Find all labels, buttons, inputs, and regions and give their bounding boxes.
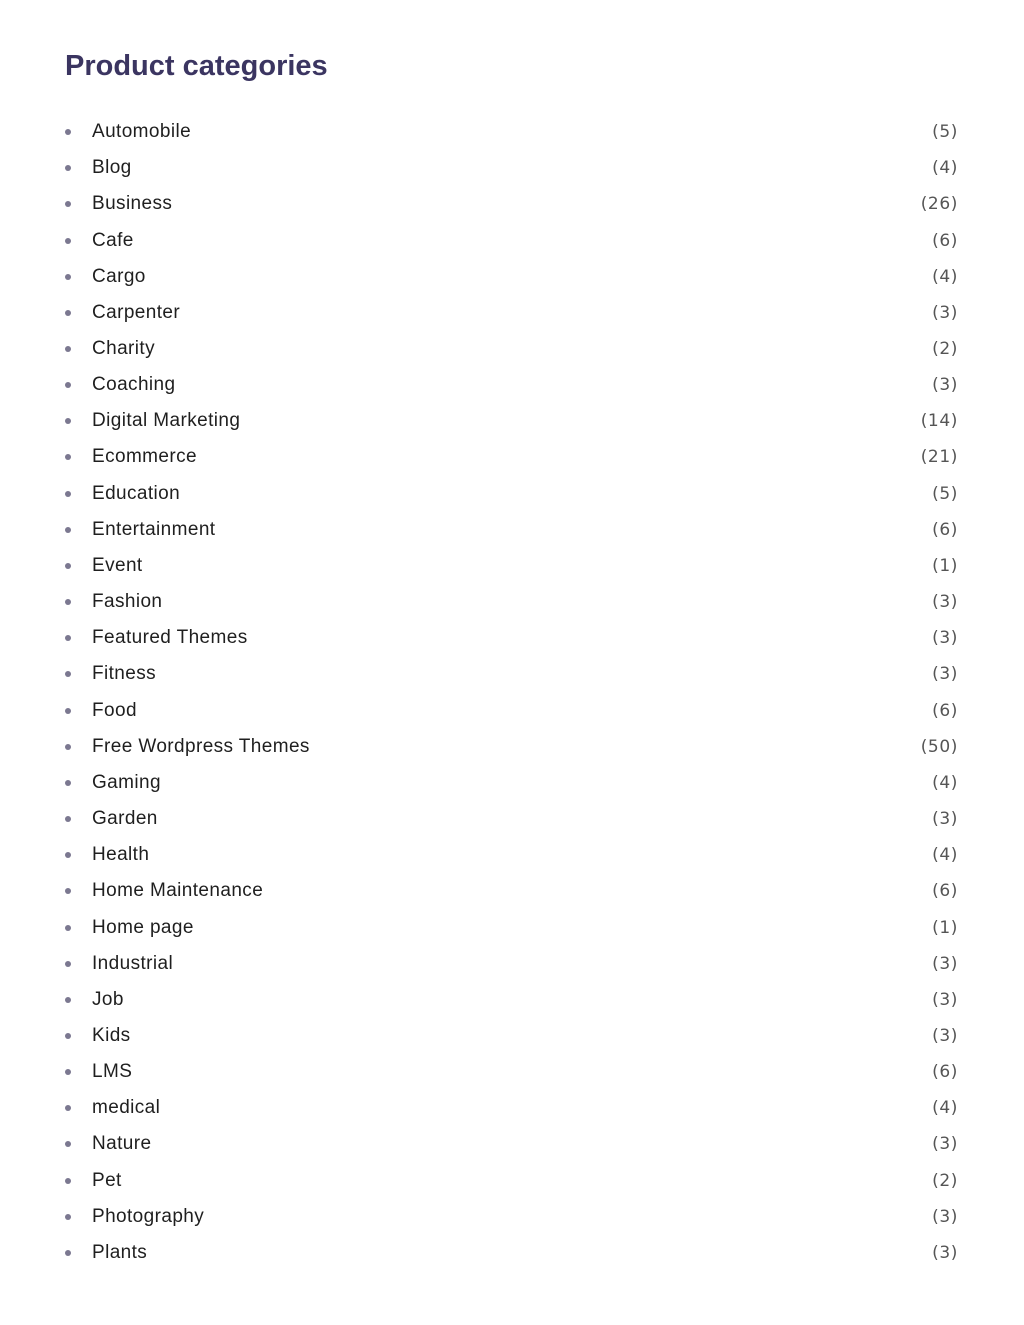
category-link[interactable]: medical	[92, 1097, 161, 1119]
category-item	[65, 295, 958, 331]
category-link[interactable]: Home Maintenance	[92, 880, 264, 902]
category-link[interactable]: Nature	[92, 1133, 152, 1155]
bullet-icon	[65, 310, 71, 316]
bullet-icon	[65, 454, 71, 460]
category-link[interactable]: Automobile	[92, 121, 192, 143]
bullet-icon	[65, 708, 71, 714]
category-link[interactable]: Garden	[92, 808, 158, 830]
category-count: (3)	[932, 375, 958, 396]
widget-title: Product categories	[65, 50, 328, 82]
category-link[interactable]: Education	[92, 482, 181, 504]
category-link[interactable]: Kids	[92, 1024, 131, 1046]
bullet-icon	[65, 1141, 71, 1147]
category-item	[65, 1163, 958, 1199]
category-link[interactable]: Free Wordpress Themes	[92, 735, 310, 757]
bullet-icon	[65, 491, 71, 497]
category-item	[65, 1054, 958, 1090]
category-link[interactable]: Digital Marketing	[92, 410, 241, 432]
bullet-icon	[65, 382, 71, 388]
category-link[interactable]: LMS	[92, 1061, 133, 1083]
bullet-icon	[65, 563, 71, 569]
category-link[interactable]: Gaming	[92, 771, 161, 793]
bullet-icon	[65, 780, 71, 786]
category-count: (1)	[932, 555, 958, 576]
category-count: (3)	[932, 302, 958, 323]
category-item	[65, 837, 958, 873]
category-item	[65, 584, 958, 620]
category-item	[65, 403, 958, 439]
bullet-icon	[65, 238, 71, 244]
category-link[interactable]: Job	[92, 988, 124, 1010]
category-item	[65, 222, 958, 258]
bullet-icon	[65, 527, 71, 533]
category-item	[65, 186, 958, 222]
bullet-icon	[65, 961, 71, 967]
bullet-icon	[65, 274, 71, 280]
category-count: (21)	[920, 447, 958, 468]
category-item	[65, 1126, 958, 1162]
bullet-icon	[65, 1178, 71, 1184]
category-item	[65, 909, 958, 945]
bullet-icon	[65, 165, 71, 171]
category-count: (4)	[932, 772, 958, 793]
category-count: (3)	[932, 953, 958, 974]
category-link[interactable]: Featured Themes	[92, 627, 248, 649]
category-count: (2)	[932, 339, 958, 360]
category-item	[65, 620, 958, 656]
category-link[interactable]: Blog	[92, 157, 132, 179]
category-item	[65, 1018, 958, 1054]
category-item	[65, 982, 958, 1018]
bullet-icon	[65, 346, 71, 352]
category-item	[65, 548, 958, 584]
category-count: (4)	[932, 158, 958, 179]
bullet-icon	[65, 1105, 71, 1111]
category-link[interactable]: Fitness	[92, 663, 157, 685]
category-link[interactable]: Pet	[92, 1169, 122, 1191]
category-item	[65, 1199, 958, 1235]
category-count: (1)	[932, 917, 958, 938]
category-count: (3)	[932, 1134, 958, 1155]
bullet-icon	[65, 816, 71, 822]
bullet-icon	[65, 888, 71, 894]
bullet-icon	[65, 129, 71, 135]
category-count: (26)	[920, 194, 958, 215]
bullet-icon	[65, 671, 71, 677]
bullet-icon	[65, 201, 71, 207]
bullet-icon	[65, 1069, 71, 1075]
category-count: (3)	[932, 809, 958, 830]
category-count: (6)	[932, 230, 958, 251]
bullet-icon	[65, 852, 71, 858]
category-count: (5)	[932, 122, 958, 143]
category-link[interactable]: Fashion	[92, 591, 163, 613]
category-link[interactable]: Cafe	[92, 229, 134, 251]
category-count: (6)	[932, 881, 958, 902]
bullet-icon	[65, 1033, 71, 1039]
category-item	[65, 693, 958, 729]
category-item	[65, 765, 958, 801]
category-link[interactable]: Event	[92, 554, 143, 576]
category-count: (6)	[932, 519, 958, 540]
category-link[interactable]: Home page	[92, 916, 194, 938]
category-list	[65, 114, 958, 1271]
category-item	[65, 801, 958, 837]
category-count: (3)	[932, 628, 958, 649]
category-item	[65, 367, 958, 403]
category-count: (6)	[932, 1062, 958, 1083]
category-link[interactable]: Industrial	[92, 952, 174, 974]
category-link[interactable]: Entertainment	[92, 518, 216, 540]
category-count: (4)	[932, 266, 958, 287]
category-item	[65, 476, 958, 512]
category-item	[65, 259, 958, 295]
bullet-icon	[65, 1250, 71, 1256]
category-item	[65, 331, 958, 367]
bullet-icon	[65, 997, 71, 1003]
bullet-icon	[65, 1214, 71, 1220]
category-link[interactable]: Plants	[92, 1241, 148, 1263]
category-item	[65, 439, 958, 475]
bullet-icon	[65, 925, 71, 931]
category-link[interactable]: Cargo	[92, 265, 146, 287]
bullet-icon	[65, 599, 71, 605]
category-link[interactable]: Ecommerce	[92, 446, 197, 468]
category-count: (3)	[932, 664, 958, 685]
category-item	[65, 1235, 958, 1271]
category-count: (4)	[932, 1098, 958, 1119]
bullet-icon	[65, 418, 71, 424]
category-count: (3)	[932, 1242, 958, 1263]
bullet-icon	[65, 635, 71, 641]
category-count: (3)	[932, 989, 958, 1010]
category-count: (4)	[932, 845, 958, 866]
category-link[interactable]: Charity	[92, 338, 155, 360]
category-item	[65, 946, 958, 982]
category-item	[65, 512, 958, 548]
category-item	[65, 729, 958, 765]
category-link[interactable]: Health	[92, 844, 150, 866]
category-count: (5)	[932, 483, 958, 504]
category-count: (2)	[932, 1170, 958, 1191]
category-item	[65, 1090, 958, 1126]
category-count: (3)	[932, 1206, 958, 1227]
bullet-icon	[65, 744, 71, 750]
category-count: (6)	[932, 700, 958, 721]
category-item	[65, 873, 958, 909]
category-link[interactable]: Carpenter	[92, 301, 181, 323]
category-count: (3)	[932, 592, 958, 613]
category-item	[65, 656, 958, 692]
category-count: (50)	[920, 736, 958, 757]
category-link[interactable]: Coaching	[92, 374, 176, 396]
category-link[interactable]: Photography	[92, 1205, 205, 1227]
category-link[interactable]: Business	[92, 193, 173, 215]
category-item	[65, 150, 958, 186]
category-count: (14)	[920, 411, 958, 432]
category-item	[65, 114, 958, 150]
category-count: (3)	[932, 1025, 958, 1046]
category-link[interactable]: Food	[92, 699, 137, 721]
